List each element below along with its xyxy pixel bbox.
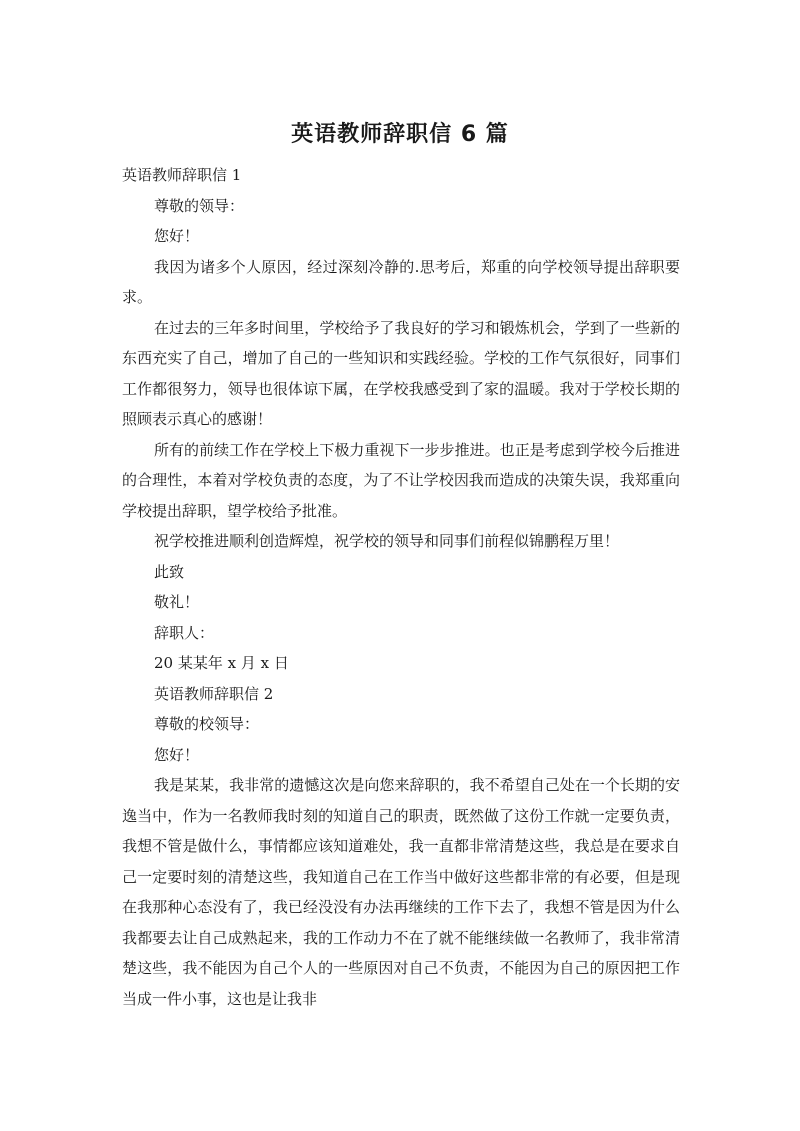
letter-1-signature: 辞职人：	[154, 623, 215, 642]
letter-1-paragraph: 所有的前续工作在学校上下极力重视下一步步推进。也正是考虑到学校今后推进的合理性，本着对学校负责的态度，为了不让学校因我而造成的决策失误，我郑重向学校提出辞职，望学校给予批准。	[122, 440, 680, 520]
letter-1-greeting: 您好！	[154, 227, 200, 245]
letter-1-heading: 英语教师辞职信 1	[122, 166, 242, 184]
letter-1-paragraph: 在过去的三年多时间里，学校给予了我良好的学习和锻炼机会，学到了一些新的东西充实了自己，增加了自己的一些知识和实践经验。学校的工作气氛很好，同事们工作都很努力，领导也很体谅下属，在学校我感受到了家的温暖。我对于学校长期的照顾表示真心的感谢！	[122, 318, 680, 428]
letter-1-salutation: 尊敬的领导：	[154, 196, 245, 215]
letter-1-paragraph: 我因为诸多个人原因，经过深刻冷静的.思考后，郑重的向学校领导提出辞职要求。	[122, 257, 680, 306]
letter-2-greeting: 您好！	[154, 745, 200, 764]
letter-2-heading: 英语教师辞职信 2	[154, 684, 274, 703]
letter-2-paragraph: 我是某某，我非常的遗憾这次是向您来辞职的，我不希望自己处在一个长期的安逸当中，作为一名教师我时刻的知道自己的职责，既然做了这份工作就一定要负责，我想不管是做什么，事情都应该知道难处，我一直都非常清楚这些，我总是在要求自己一定要时刻的清楚这些，我知道自己在工作当中做好这些都非常的有必要，但是现在我那种心态没有了，我已经没没有办法再继续的工作下去了，我想不管是因为什么我都要去让自己成熟起来，我的工作动力不在了就不能继续做一名教师了，我非常清楚这些，我不能因为自己个人的一些原因对自己不负责，不能因为自己的原因把工作当成一件小事，这也是让我非	[122, 776, 680, 1008]
letter-2-salutation: 尊敬的校领导：	[154, 715, 260, 733]
document-body	[122, 160, 680, 1014]
letter-1-wishes: 祝学校推进顺利创造辉煌，祝学校的领导和同事们前程似锦鹏程万里！	[154, 532, 620, 550]
letter-1-date: 20 某某年 x 月 x 日	[154, 654, 289, 672]
letter-1-regards: 敬礼！	[154, 593, 200, 611]
letter-1-closing: 此致	[154, 562, 185, 581]
document-title: 英语教师辞职信 6 篇	[291, 122, 509, 147]
